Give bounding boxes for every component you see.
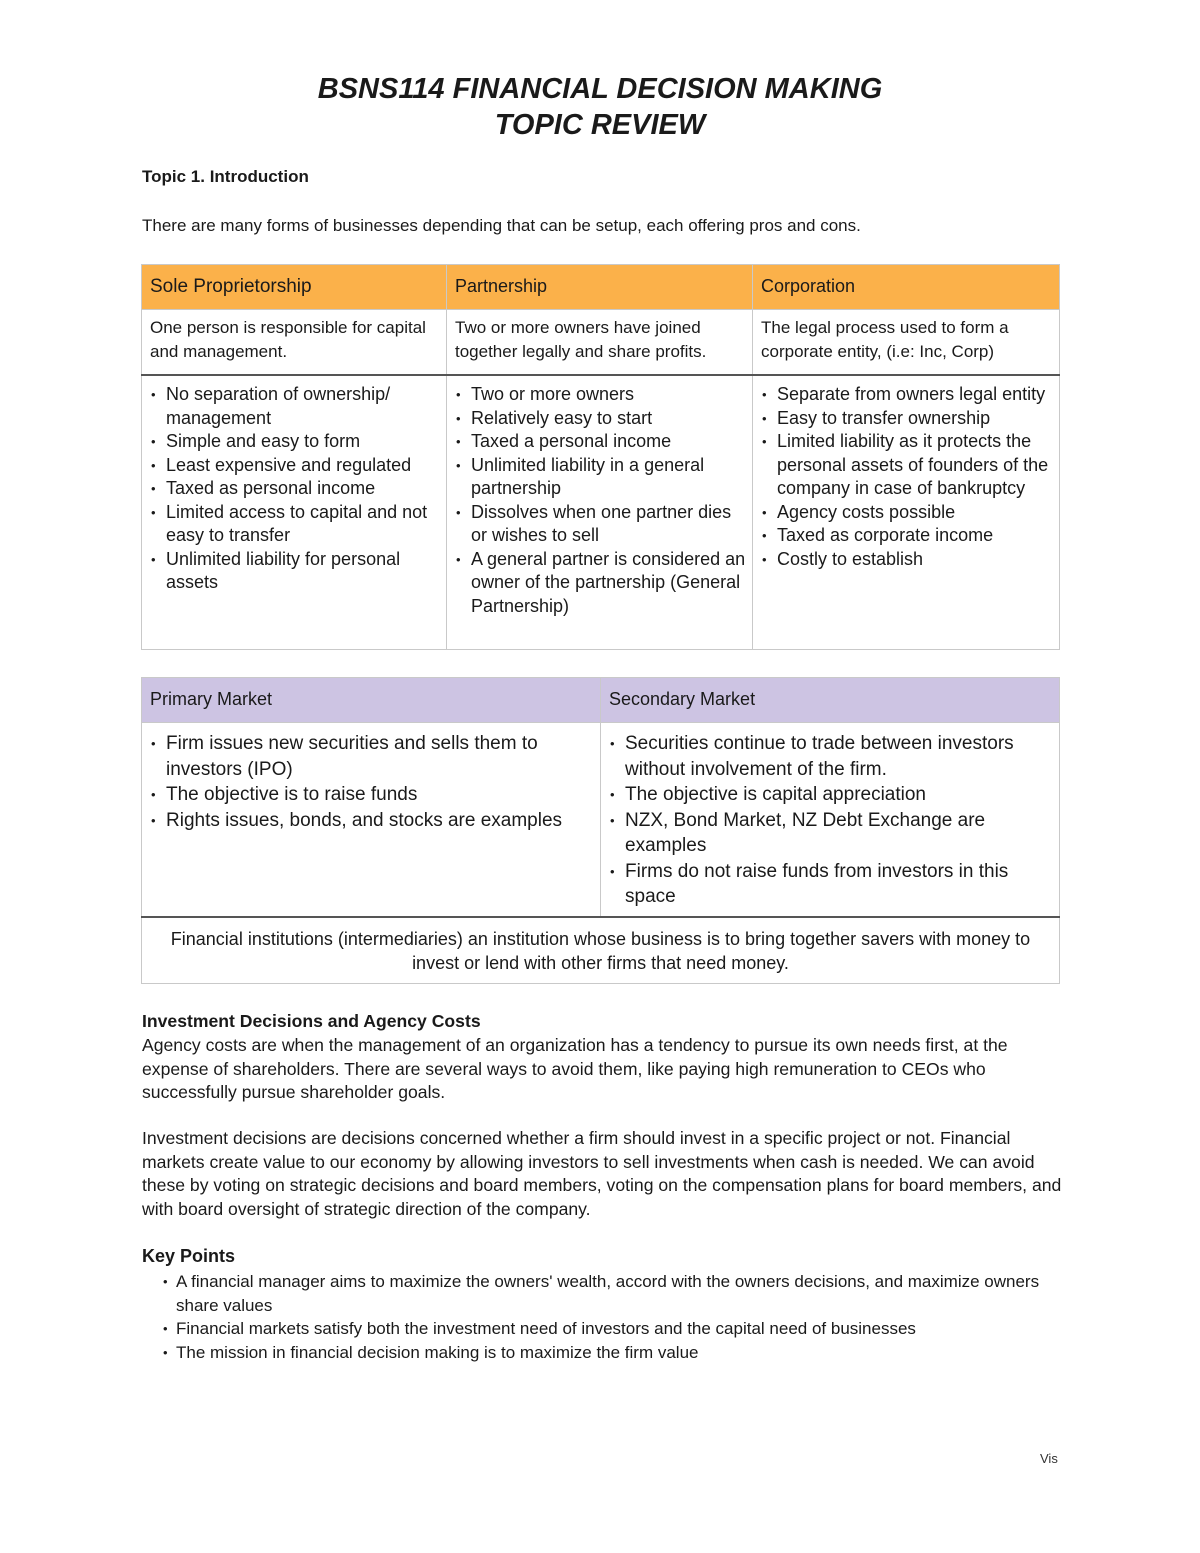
list-item: • NZX, Bond Market, NZ Debt Exchange are examples [607,808,1053,859]
points-cell-secondary-market [601,723,1060,917]
list-item: • No separation of ownership/ management [148,383,440,430]
list-item: • The objective is to raise funds [148,782,594,808]
secondary-market-list [607,731,1053,910]
list-item: • Relatively easy to start [453,407,746,431]
topic-heading: Topic 1. Introduction [142,167,309,186]
list-item: • Unlimited liability for personal assets [148,548,440,595]
list-item: • Limited access to capital and not easy to transfer [148,501,440,548]
markets-footer-row [142,917,1060,984]
list-item: • Agency costs possible [759,501,1053,525]
markets-points-row [142,723,1060,917]
description-sole-proprietorship: One person is responsible for capital and management. [142,310,447,376]
points-cell-partnership [447,375,753,650]
list-item: • A general partner is considered an owner of the partnership (General Partnership) [453,548,746,619]
investment-section-heading: Investment Decisions and Agency Costs [142,1011,481,1031]
markets-table [141,677,1060,984]
investment-decisions-paragraph: Investment decisions are decisions concerned whether a firm should invest in a specific project or not. Financial markets create value to our economy by allowing investors to sell investments when cash is needed. We can avoid these by voting on strategic decisions and board members, voting on the compensation plans for board members, and with board oversight of strategic direction of the company. [142,1128,1062,1219]
key-points-list [160,1270,1060,1364]
description-corporation: The legal process used to form a corporate entity, (i.e: Inc, Corp) [753,310,1060,376]
list-item: • Costly to establish [759,548,1053,572]
agency-costs-paragraph: Agency costs are when the management of an organization has a tendency to pursue its own needs first, at the expense of shareholders. There are several ways to avoid them, like paying high remuneration to CEOs who successfully pursue shareholder goals. [142,1035,1008,1102]
list-item: • Securities continue to trade between investors without involvement of the firm. [607,731,1053,782]
list-item: • A financial manager aims to maximize the owners' wealth, accord with the owners decisions, and maximize owners share values [160,1270,1060,1317]
list-item: • The mission in financial decision making is to maximize the firm value [160,1341,1060,1365]
financial-institutions-note: Financial institutions (intermediaries) an institution whose business is to bring together savers with money to invest or lend with other firms that need money. [142,917,1060,984]
primary-market-list [148,731,594,833]
intro-text: There are many forms of businesses depending that can be setup, each offering pros and cons. [142,216,861,235]
list-item: • Limited liability as it protects the personal assets of founders of the company in case of bankruptcy [759,430,1053,501]
business-forms-points-row [142,375,1060,650]
header-secondary-market: Secondary Market [601,678,1060,723]
list-item: • Financial markets satisfy both the investment need of investors and the capital need of businesses [160,1317,1060,1341]
points-cell-corporation [753,375,1060,650]
list-item: • Two or more owners [453,383,746,407]
points-cell-primary-market [142,723,601,917]
business-forms-table [141,264,1060,650]
description-partnership: Two or more owners have joined together legally and share profits. [447,310,753,376]
list-item: • Dissolves when one partner dies or wishes to sell [453,501,746,548]
header-partnership: Partnership [447,265,753,310]
list-item: • Taxed a personal income [453,430,746,454]
page-footer-text: Vis [1040,1451,1058,1466]
list-item: • Unlimited liability in a general partnership [453,454,746,501]
points-cell-sole-proprietorship [142,375,447,650]
document-title-line1: BSNS114 FINANCIAL DECISION MAKING [317,73,883,105]
list-item: • Separate from owners legal entity [759,383,1053,407]
list-item: • Simple and easy to form [148,430,440,454]
header-corporation: Corporation [753,265,1060,310]
business-forms-description-row [142,310,1060,376]
list-item: • Firm issues new securities and sells them to investors (IPO) [148,731,594,782]
list-item: • Easy to transfer ownership [759,407,1053,431]
key-points-heading: Key Points [142,1246,236,1266]
business-forms-header-row [142,265,1060,310]
list-item: • The objective is capital appreciation [607,782,1053,808]
list-item: • Taxed as corporate income [759,524,1053,548]
corporation-list [759,383,1053,571]
markets-header-row [142,678,1060,723]
list-item: • Least expensive and regulated [148,454,440,478]
list-item: • Taxed as personal income [148,477,440,501]
sole-proprietorship-list [148,383,440,595]
list-item: • Rights issues, bonds, and stocks are examples [148,808,594,834]
partnership-list [453,383,746,618]
header-primary-market: Primary Market [142,678,601,723]
header-sole-proprietorship: Sole Proprietorship [142,265,447,310]
list-item: • Firms do not raise funds from investors in this space [607,859,1053,910]
document-title-line2: TOPIC REVIEW [494,109,706,141]
